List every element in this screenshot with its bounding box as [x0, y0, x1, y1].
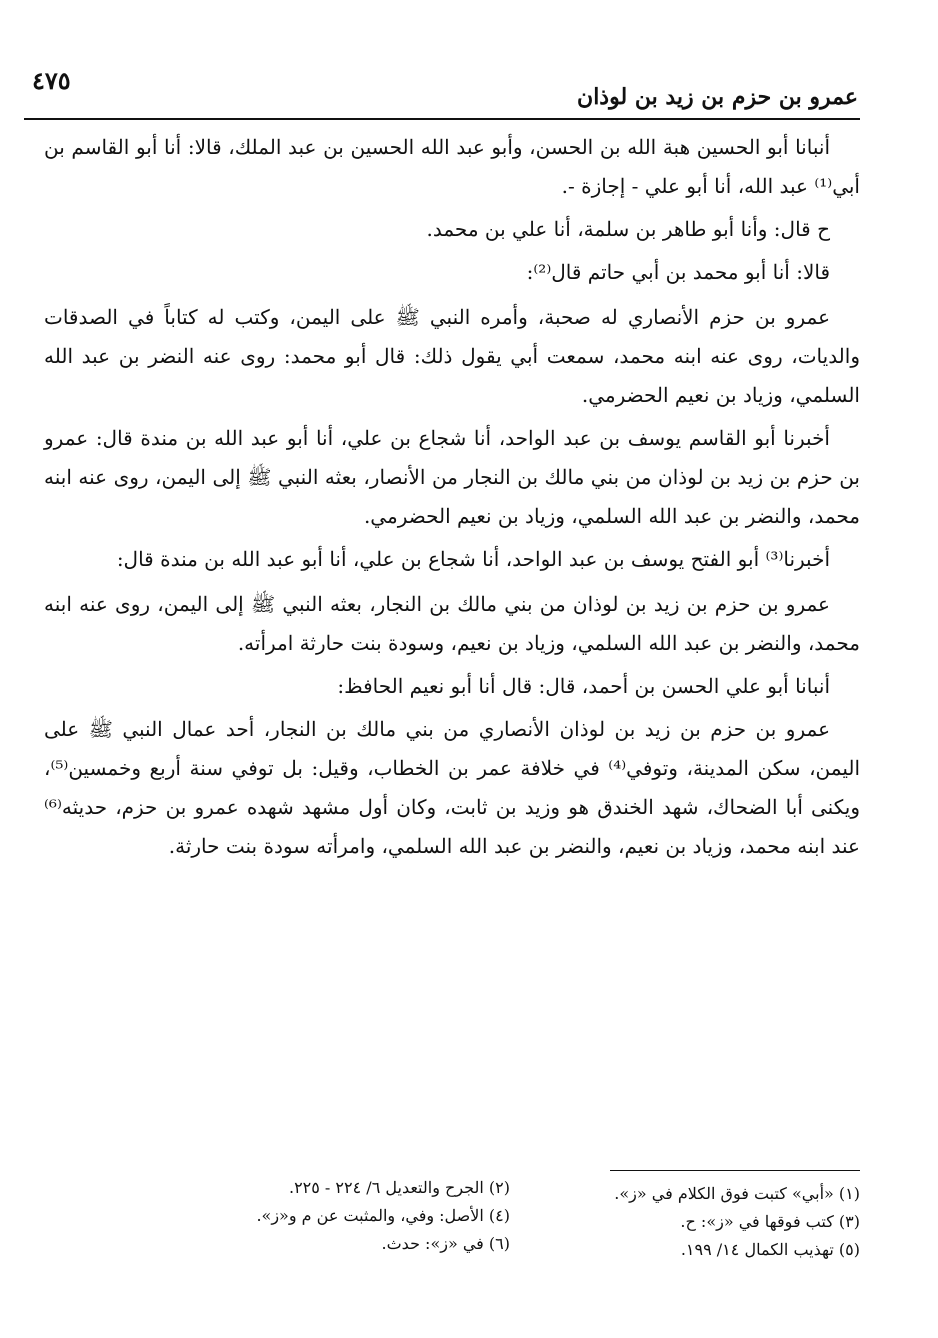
paragraph: قالا: أنا أبو محمد بن أبي حاتم قال⁽²⁾:	[526, 260, 830, 284]
page-number: ٤٧٥	[32, 66, 71, 95]
footnote-rule	[610, 1170, 860, 1171]
footnote: (٥) تهذيب الكمال ١٤/ ١٩٩.	[680, 1240, 860, 1259]
paragraph: أخبرنا⁽³⁾ أبو الفتح يوسف بن عبد الواحد، أنا شجاع بن علي، أنا أبو عبد الله بن مندة قال:	[116, 547, 830, 571]
footnote: (٤) الأصل: وفي، والمثبت عن م و«ز».	[256, 1206, 510, 1225]
footnotes-left-column	[180, 1174, 510, 1258]
footnote: (٦) في «ز»: حدث.	[381, 1234, 510, 1253]
paragraph: أنبانا أبو الحسين هبة الله بن الحسن، وأبو عبد الله الحسين بن عبد الملك، قالا: أنا أبو القاسم بن أبي⁽¹⁾ عبد الله، أنا أبو علي - إجازة -.	[44, 135, 860, 198]
footnote: (٣) كتب فوقها في «ز»: ح.	[680, 1212, 860, 1231]
paragraph: أنبانا أبو علي الحسن بن أحمد، قال: قال أنا أبو نعيم الحافظ:	[337, 674, 830, 698]
header-rule	[24, 118, 860, 120]
body-text	[44, 128, 860, 870]
footnote: (٢) الجرح والتعديل ٦/ ٢٢٤ - ٢٢٥.	[288, 1178, 510, 1197]
paragraph: عمرو بن حزم بن زيد بن لوذان من بني مالك بن النجار، بعثه النبي ﷺ إلى اليمن، روى عنه ابنه محمد، والنضر بن عبد الله السلمي، وزياد بن نعيم، وسودة بنت حارثة امرأته.	[44, 592, 860, 655]
footnote: (١) «أبي» كتبت فوق الكلام في «ز».	[614, 1184, 860, 1203]
paragraph: عمرو بن حزم بن زيد بن لوذان الأنصاري من بني مالك بن النجار، أحد عمال النبي ﷺ على اليمن، سكن المدينة، وتوفي⁽⁴⁾ في خلافة عمر بن الخطاب، وقيل: بل توفي سنة أربع وخمسين⁽⁵⁾، ويكنى أبا الضحاك، شهد الخندق هو وزيد بن ثابت، وكان أول مشهد شهده عمرو بن حزم، حديثه⁽⁶⁾ عند ابنه محمد، وزياد بن نعيم، والنضر بن عبد الله السلمي، وامرأته سودة بنت حارثة.	[44, 717, 861, 858]
paragraph: عمرو بن حزم الأنصاري له صحبة، وأمره النبي ﷺ على اليمن، وكتب له كتاباً في الصدقات والديات، روى عنه ابنه محمد، سمعت أبي يقول ذلك: قال أبو محمد: روى عنه النضر بن عبد الله السلمي، وزياد بن نعيم الحضرمي.	[44, 305, 860, 407]
running-header-title: عمرو بن حزم بن زيد بن لوذان	[577, 84, 858, 110]
footnotes-right-column	[530, 1180, 860, 1264]
paragraph: أخبرنا أبو القاسم يوسف بن عبد الواحد، أنا شجاع بن علي، أنا أبو عبد الله بن مندة قال: عمرو بن حزم بن زيد بن لوذان من بني مالك بن النجار من الأنصار، بعثه النبي ﷺ إلى اليمن، روى عنه ابنه محمد، والنضر بن عبد الله السلمي، وزياد بن نعيم الحضرمي.	[44, 426, 860, 528]
paragraph: ح قال: وأنا أبو طاهر بن سلمة، أنا علي بن محمد.	[426, 217, 830, 241]
